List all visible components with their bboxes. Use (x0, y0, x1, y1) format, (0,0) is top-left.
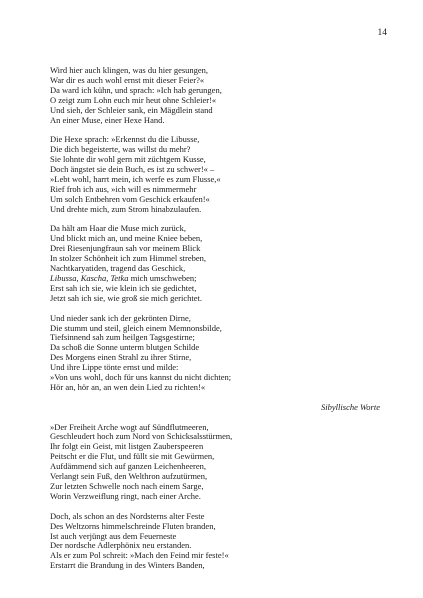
verse-line: Und ihre Lippe tönte ernst und milde: (50, 362, 179, 373)
verse-line: Wird hier auch klingen, was du hier gesungen, (50, 65, 209, 75)
verse-line: Tiefsinnend sah zum heilgen Tagsgestirne; (50, 332, 195, 343)
verse-line: Als er zum Pol schreit: »Mach den Feind mir feste!« (50, 550, 229, 561)
stanza (50, 66, 380, 125)
verse-line: Und nieder sank ich der gekrönten Dirne, (50, 312, 191, 323)
verse-line: Des Weltzorns himmelschreinde Fluten branden, (50, 520, 216, 531)
stanza (50, 314, 380, 393)
verse-line: Drei Riesenjungfraun sah vor meinem Blick (50, 243, 201, 254)
verse-line: Peitscht er die Flut, und füllt sie mit Gewürmen, (50, 451, 215, 462)
verse-line: Erst sah ich sie, wie klein ich sie gedichtet, (50, 282, 197, 293)
verse-line: »Von uns wohl, doch für uns kannst du nicht dichten; (50, 372, 232, 383)
verse-line: Rief froh ich aus, »ich will es nimmermehr (50, 183, 197, 194)
verse-line: Da schoß die Sonne unterm blutgen Schilde (50, 342, 200, 353)
verse-line: »Lebt wohl, harrt mein, ich werfe es zum Flusse,« (50, 173, 221, 184)
verse-line: Des Morgens einen Strahl zu ihrer Stirne, (50, 352, 192, 363)
italic-names: Libussa, Kascha, Tetka (50, 273, 129, 283)
verse-line: Ist auch verjüngt aus dem Feuerneste (50, 530, 177, 541)
verse-line: Und sieh, der Schleier sank, ein Mägdlein stand (50, 104, 213, 115)
verse-line: Der nordsche Adlerphönix neu erstanden. (50, 540, 192, 551)
verse-line: O zeigt zum Lohn euch mir heut ohne Schleier!« (50, 94, 217, 105)
verse-line: Um solch Entbehren vom Geschick erkaufen!« (50, 193, 210, 204)
verse-line: Verlangt sein Fuß, den Welthron aufzutürmen, (50, 471, 208, 482)
verse-line: Die Hexe sprach: »Erkennst du die Libusse, (50, 134, 200, 145)
verse-line: Doch, als schon an des Nordsterns alter Feste (50, 510, 205, 521)
verse-line: Erstarrt die Brandung in des Winters Banden, (50, 560, 205, 571)
verse-line: »Der Freiheit Arche wogt auf Sündflutmeeren, (50, 421, 209, 432)
verse-line: Jetzt sah ich sie, wie groß sie mich gerichtet. (50, 292, 203, 303)
verse-line: War dir es auch wohl ernst mit dieser Feier?« (50, 74, 205, 85)
section-heading: Sibyllische Worte (321, 401, 380, 412)
stanza (50, 224, 380, 303)
stanza (50, 135, 380, 214)
verse-line: Geschleudert hoch zum Nord von Schicksalsstürmen, (50, 431, 233, 442)
verse-line: Und blickt mich an, und meine Kniee beben, (50, 233, 203, 244)
verse-line: Die dich begeisterte, was willst du mehr? (50, 144, 191, 155)
verse-line: Hör an, hör an, an wen dein Lied zu richten!« (50, 381, 206, 392)
verse-line: An einer Muse, einer Hexe Hand. (50, 114, 165, 125)
verse-line: Die stumm und steil, gleich einem Memnonsbilde, (50, 322, 222, 333)
verse-line: Worin Verzweiflung ringt, nach einer Arche. (50, 490, 201, 501)
italic-line-rest: mich umschweben; (128, 273, 197, 283)
verse-line: Doch ängstet sie dein Buch, es ist zu schwer!« – (50, 164, 215, 175)
verse-line: Nachtkaryatiden, tragend das Geschick, (50, 263, 186, 274)
verse-line: Aufdämmend sich auf ganzen Leichenheeren, (50, 461, 206, 472)
verse-line: Ihr folgt ein Geist, mit listgen Zauberspeeren (50, 441, 204, 452)
verse-line: Da hält am Haar die Muse mich zurück, (50, 223, 186, 234)
verse-line: In stolzer Schönheit ich zum Himmel streben, (50, 253, 207, 264)
verse-line: Und drehte mich, zum Strom hinabzulaufen. (50, 203, 202, 214)
verse-line: Sie lohnte dir wohl gern mit züchtgem Kusse, (50, 154, 206, 165)
page-number: 14 (377, 28, 387, 38)
stanza (50, 512, 380, 571)
poem-text (50, 66, 380, 581)
verse-line: Da ward ich kühn, und sprach: »Ich hab gerungen, (50, 84, 222, 95)
verse-line: Zur letzten Schwelle noch nach einem Sarge, (50, 480, 204, 491)
stanza (50, 423, 380, 502)
